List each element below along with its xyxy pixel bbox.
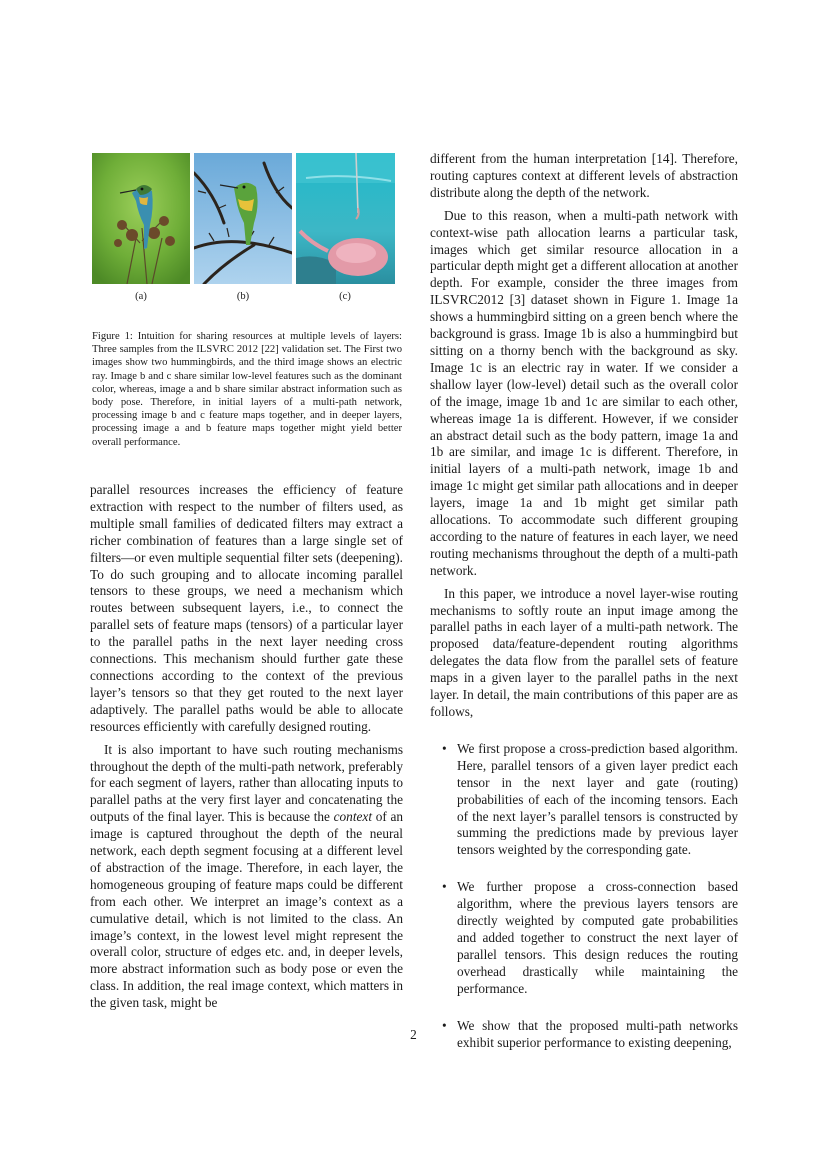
left-paragraph-2-end: of an image is captured throughout the depth of the neural network, each depth segment focusing at a different level of abstraction of the image. Therefore, in each layer, the homogeneous grouping of feature maps could be different from each other. We interpret an image’s context as a cumulative detail, which is not limited to the class. An image’s context, in the lowest level might represent the overall color, structure of edges etc. and, in deeper levels, more abstract information such as body pose or even the class. In addition, the real image context, which matters in the given task, might be <box>90 809 403 1011</box>
figure-image-b-hummingbird-thorny <box>194 153 292 284</box>
left-paragraph-2 <box>90 742 403 1013</box>
emphasis-context: context <box>333 809 373 825</box>
right-paragraph-3: In this paper, we introduce a novel layer-wise routing mechanisms to softly route an input image among the parallel paths in each layer of a multi-path network. The proposed data/feature-dependent routing algorithms delegates the data flow from the parallel sets of feature maps in a given layer to the parallel paths in the next layer. In detail, the main contributions of this paper are as follows, <box>430 585 738 719</box>
left-column <box>90 482 403 1018</box>
figure-image-c-electric-ray <box>296 153 395 284</box>
figure-1-images <box>92 153 395 284</box>
contribution-item: • We first propose a cross-prediction based algorithm. Here, parallel tensors of a given layer predict each tensor in the next layer and gate (routing) probabilities of each of the incoming tensors. Each of the next layer’s parallel tensors is constructed by summing the predictions made by previous layer tensors weighted by the corresponding gate. <box>430 741 738 859</box>
figure-sublabel-c: (c) <box>339 291 351 302</box>
figure-sublabel-a: (a) <box>135 291 147 302</box>
right-paragraph-2: Due to this reason, when a multi-path network with context-wise path allocation learns a particular task, images which get similar resource allocation in a particular depth might get a different allocation at another depth. For example, consider the three images from ILSVRC2012 [3] dataset shown in Figure 1. Image 1a shows a hummingbird sitting on a green bench where the background is grass. Image 1b is also a hummingbird but sitting on a thorny bench with the background as sky. Image 1c is an electric ray in water. If we consider a shallow layer (low-level) detail such as the overall color of the image, image 1b and 1c are similar to each other, whereas image 1a is different. However, if we consider an abstract detail such as the body pattern, image 1a and 1b are similar, and image 1c is different. Therefore, in initial layers of a multi-path network, image 1b and image 1c might get similar path allocations and in deeper layers, image 1a and 1b might get similar path allocations. To accommodate such different grouping according to the nature of features in each layer, we need routing mechanisms throughout the depth of a multi-path network. <box>430 207 738 578</box>
figure-caption: Figure 1: Intuition for sharing resources at multiple levels of layers: Three samples from the ILSVRC 2012 [22] validation set. The First two images show two hummingbirds, and the third image shows an electric ray. Image b and c share similar low-level features such as the dominant color, whereas, image a and b share similar abstract information such as body pose. Therefore, in initial layers of a multi-path network, processing image b and c feature maps together, and in deeper layers, processing image a and b feature maps together might yield better overall performance. <box>92 331 402 448</box>
left-paragraph-1: parallel resources increases the efficiency of feature extraction with respect to the number of filters used, as multiple small families of dedicated filters may extract a richer combination of features than a large single set of filters—or even multiple sequential filter sets (deepening). To do such grouping and to allocate incoming parallel tensors to these groups, we need a mechanism which routes between subsequent layers, i.e., to connect the parallel sets of feature maps (tensors) of a particular layer to the parallel paths in the next layer needing cross connections. This mechanism should further gate these connections according to the context of the previous layer’s tensors so that they get routed to the next layer adaptively. The parallel paths would be able to allocate resources efficiently with carefully designed routing. <box>90 482 403 734</box>
contribution-item: • We show that the proposed multi-path networks exhibit superior performance to existing deepening, <box>430 1018 738 1052</box>
figure-sublabel-b: (b) <box>236 291 250 302</box>
right-column <box>430 151 738 1051</box>
left-paragraph-2-start: It is also important to have such routing mechanisms throughout the depth of the multi-path network, preferably for each segment of layers, rather than allocating inputs to parallel paths at the very first layer and concatenating the outputs of the final layer. This is because the <box>90 741 403 825</box>
page-number: 2 <box>410 1027 417 1042</box>
contribution-item: • We further propose a cross-connection based algorithm, where the previous layers tensors are directly weighted by computed gate probabilities and added together to construct the next layer of parallel tensors. This design reduces the routing overhead drastically while maintaining the performance. <box>430 879 738 997</box>
figure-image-a-hummingbird-bench <box>92 153 190 284</box>
right-paragraph-1: different from the human interpretation [14]. Therefore, routing captures context at different levels of abstraction distribute along the depth of the network. <box>430 151 738 200</box>
contributions-list <box>430 741 738 1052</box>
